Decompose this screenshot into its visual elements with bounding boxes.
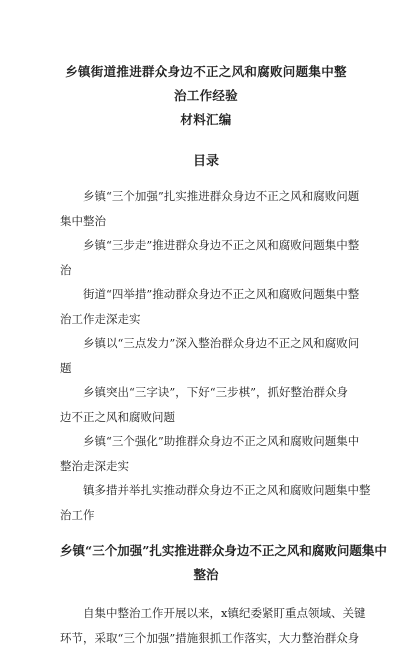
toc-item[interactable] [60,282,352,331]
section-title-line: 整治 [60,563,352,587]
toc-item-line: 镇多措并举扎实推动群众身边不正之风和腐败问题集中整 [60,478,352,503]
toc-item[interactable] [60,331,352,380]
toc-item[interactable] [60,429,352,478]
toc-item[interactable] [60,478,352,527]
toc-item-line: 乡镇“三个加强”扎实推进群众身边不正之风和腐败问题 [60,184,352,209]
toc-item-line: 整治走深走实 [60,454,352,479]
body-line: 自集中整治工作开展以来，x镇纪委紧盯重点领域、关键 [60,601,352,626]
document-title-line: 材料汇编 [60,108,352,132]
toc-item-line: 乡镇“三步走”推进群众身边不正之风和腐败问题集中整 [60,233,352,258]
toc-item-line: 乡镇“三个强化”助推群众身边不正之风和腐败问题集中 [60,429,352,454]
toc-item-line: 集中整治 [60,209,352,234]
toc-item-line: 乡镇以“三点发力”深入整治群众身边不正之风和腐败问 [60,331,352,356]
toc-item-line: 乡镇突出“三字诀”，下好“三步棋”，抓好整治群众身 [60,380,352,405]
document-title-line: 乡镇街道推进群众身边不正之风和腐败问题集中整治工作经验 [60,60,352,108]
toc-item[interactable] [60,184,352,233]
toc-item-line: 治工作走深走实 [60,307,352,332]
section-title-line: 乡镇“三个加强”扎实推进群众身边不正之风和腐败问题集中 [60,539,352,563]
toc-item-line: 题 [60,356,352,381]
toc-item-line: 治 [60,258,352,283]
toc-item-line: 街道“四举措”推动群众身边不正之风和腐败问题集中整 [60,282,352,307]
toc-item-line: 治工作 [60,503,352,528]
document-title [60,0,352,132]
toc-item[interactable] [60,233,352,282]
toc-item[interactable] [60,380,352,429]
toc-item-line: 边不正之风和腐败问题 [60,405,352,430]
body-paragraph [60,601,352,650]
toc-heading: 目录 [60,150,352,174]
table-of-contents [60,184,352,527]
body-line: 环节，采取“三个加强”措施狠抓工作落实，大力整治群众身 [60,626,352,650]
